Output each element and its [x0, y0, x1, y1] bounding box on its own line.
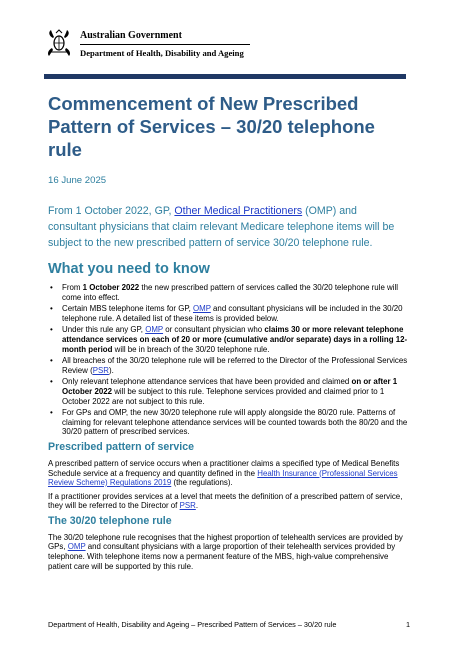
bullet-text: From [62, 283, 83, 292]
bullet-text: or consultant physician who [163, 325, 265, 335]
bullet-text: will be subject to this rule. Telephone services provided and claimed prior to 1 October 2022 are not subject to this rule. [62, 386, 385, 406]
bullet-text: ). [108, 365, 114, 375]
bullet-emphasis: on or after 1 October 2022 [62, 377, 398, 396]
psr-link[interactable]: PSR [179, 501, 196, 511]
intro-paragraph [48, 203, 408, 251]
publication-date: 16 June 2025 [48, 175, 107, 186]
department-name: Department of Health, Disability and Ageing [80, 48, 244, 58]
section-heading-30-20-rule: The 30/20 telephone rule [48, 514, 172, 527]
key-points-list [48, 283, 408, 437]
list-item [62, 356, 408, 375]
bullet-text: Under this rule any GP, [62, 325, 146, 335]
regulations-link[interactable]: Health Insurance (Professional Services Review Scheme) Regulations 2019 [48, 468, 398, 488]
list-item [62, 283, 408, 302]
paragraph [48, 459, 408, 488]
paragraph-text: A prescribed pattern of service occurs when a practitioner claims a specified type of Medical Benefits Schedule service at a frequency and quantity defined in the [48, 458, 400, 478]
bullet-emphasis: 1 October 2022 [82, 283, 140, 292]
document-body [48, 92, 408, 575]
omp-link[interactable]: OMP [193, 304, 211, 314]
header-band [44, 74, 406, 79]
omp-link[interactable]: Other Medical Practitioners [174, 205, 303, 217]
bullet-text: For GPs and OMP, the new 30/20 telephone rule will apply alongside the 80/20 rule. Patterns of claiming for relevant telephone attendance services will be counted towards both the 80/20 and the 30/20 pattern of prescribed services. [62, 408, 408, 437]
intro-text: From 1 October 2022, GP, [48, 205, 175, 217]
psr-link[interactable]: PSR [92, 365, 109, 375]
paragraph [48, 533, 408, 571]
page-title: Commencement of New Prescribed Pattern of Services – 30/20 telephone rule [48, 93, 375, 160]
paragraph-text: The 30/20 telephone rule recognises that the highest proportion of telehealth services are provided by GPs, [48, 532, 403, 552]
footer-text: Department of Health, Disability and Ageing – Prescribed Pattern of Services – 30/20 rule [48, 620, 337, 629]
list-item [62, 408, 408, 437]
bullet-text: the new prescribed pattern of services called the 30/20 telephone rule will come into effect. [62, 283, 398, 302]
paragraph-text: If a practitioner provides services at a level that meets the definition of a prescribed pattern of service, they will be referred to the Director of [48, 491, 403, 511]
paragraph-text: . [195, 501, 199, 511]
bullet-emphasis: claims 30 or more relevant telephone attendance services on each of 20 or more (cumulative and/or separate) days in a rolling 12-month period [62, 325, 408, 354]
government-name: Australian Government [80, 30, 182, 41]
bullet-text: All breaches of the 30/20 telephone rule will be referred to the Director of the Professional Services Review ( [62, 356, 408, 375]
list-item [62, 304, 408, 323]
section-heading-prescribed-pattern: Prescribed pattern of service [48, 440, 195, 453]
list-item [62, 377, 408, 406]
bullet-text: will be in breach of the 30/20 telephone rule. [112, 344, 270, 354]
page-number: 1 [405, 620, 410, 629]
paragraph-text: (the regulations). [171, 478, 233, 488]
intro-text: (OMP) and consultant physicians that claim relevant Medicare telephone items will be subject to the new prescribed pattern of service 30/20 telephone rule. [48, 205, 395, 249]
section-heading-what-you-need-to-know: What you need to know [48, 261, 210, 277]
bullet-text: and consultant physicians will be included in the 30/20 telephone rule. A detailed list of these items is provided below. [62, 304, 403, 323]
page-footer [48, 620, 410, 629]
coat-of-arms-icon [44, 28, 74, 58]
omp-link[interactable]: OMP [145, 325, 164, 335]
omp-link[interactable]: OMP [67, 542, 86, 552]
bullet-text: Only relevant telephone attendance services that have been provided and claimed [62, 377, 352, 387]
government-header [44, 28, 424, 68]
bullet-text: Certain MBS telephone items for GP, [62, 304, 193, 314]
header-divider [80, 44, 250, 45]
list-item [62, 325, 408, 354]
paragraph [48, 492, 408, 511]
paragraph-text: and consultant physicians with a large proportion of their telehealth services provided by telephone. With telephone items now a permanent feature of the MBS, high-value comprehensive patient care will be supported by this rule. [48, 542, 396, 571]
